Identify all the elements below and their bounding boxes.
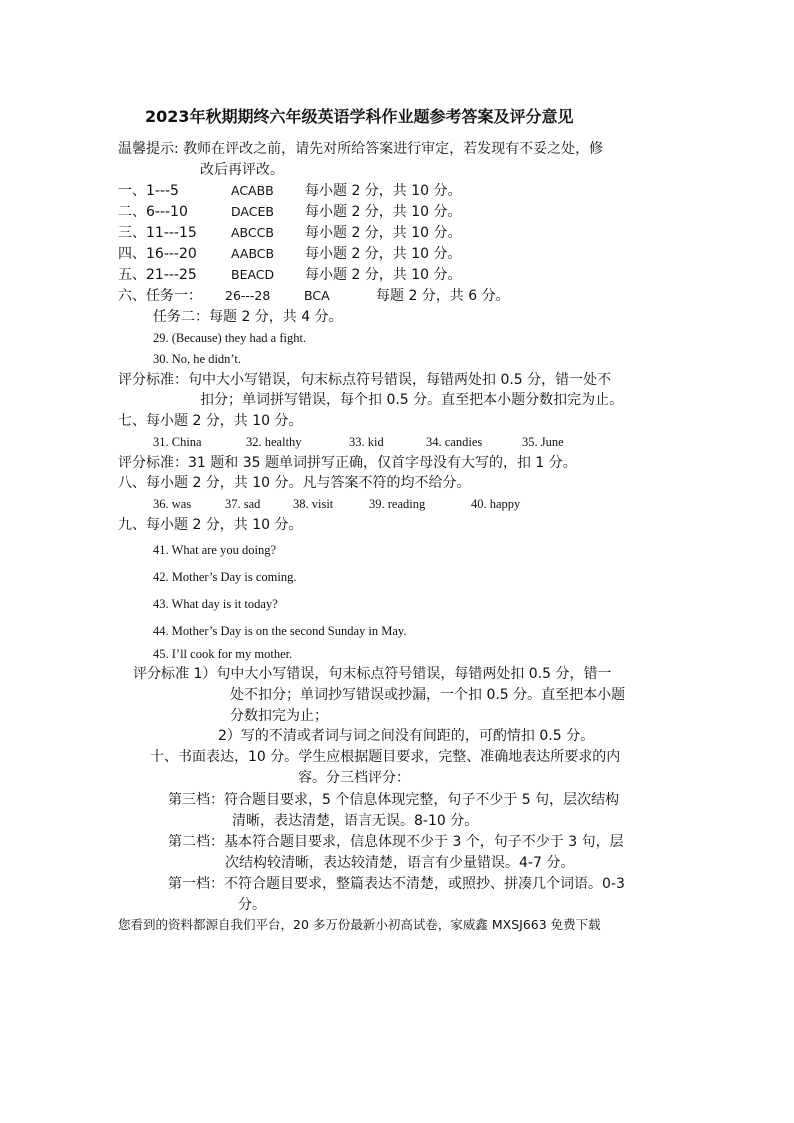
criteria-line: 处不扣分；单词抄写错误或抄漏，一个扣 0.5 分。直至把本小题 [230,687,626,703]
criteria-line: 分数扣完为止； [230,708,328,724]
task1-label: 六、任务一： [118,288,202,304]
answer-41: 41. What are you doing? [153,543,276,557]
section-eight-head: 八、每小题 2 分，共 10 分。凡与答案不符的均不给分。 [118,475,471,491]
section-ten-line-1: 十、书面表达，10 分。学生应根据题目要求，完整、准确地表达所要求的内 [150,749,621,765]
tier-three-line-1: 第三档：符合题目要求，5 个信息体现完整，句子不少于 5 句，层次结构 [168,792,620,808]
criteria-line: 评分标准：句中大小写错误，句末标点符号错误，每错两处扣 0.5 分，错一处不 [118,372,612,388]
answer-42: 42. Mother’s Day is coming. [153,570,297,584]
tier-three-line-2: 清晰，表达清楚，语言无误。8-10 分。 [232,813,479,829]
section-answer: BEACD [231,267,275,282]
section-seven-head: 七、每小题 2 分，共 10 分。 [118,413,303,429]
answer-item: 32. healthy [246,435,302,449]
section-answer: ABCCB [231,225,274,240]
section-nine-head: 九、每小题 2 分，共 10 分。 [118,517,303,533]
task1-score: 每题 2 分，共 6 分。 [376,288,510,304]
document-title: 2023年秋期期终六年级英语学科作业题参考答案及评分意见 [145,107,574,126]
answer-item: 31. China [153,435,202,449]
answer-44: 44. Mother’s Day is on the second Sunday in May. [153,624,407,638]
answer-45: 45. I’ll cook for my mother. [153,647,293,661]
section-label: 三、11---15 [118,225,197,241]
task1-answer: BCA [304,288,330,303]
tip-line-2: 改后再评改。 [200,162,284,178]
section-score: 每小题 2 分，共 10 分。 [305,267,462,283]
answer-43: 43. What day is it today? [153,597,278,611]
section-answer: AABCB [231,246,275,261]
answer-item: 39. reading [369,497,426,511]
tier-two-line-1: 第二档：基本符合题目要求，信息体现不少于 3 个，句子不少于 3 句，层 [168,834,624,850]
answer-29: 29. (Because) they had a fight. [153,331,307,345]
criteria-line: 评分标准：31 题和 35 题单词拼写正确，仅首字母没有大写的，扣 1 分。 [118,455,577,471]
section-label: 四、16---20 [118,246,197,262]
criteria-line: 评分标准 1）句中大小写错误，句末标点符号错误，每错两处扣 0.5 分，错一 [133,666,612,682]
tier-two-line-2: 次结构较清晰，表达较清楚，语言有少量错误。4-7 分。 [225,855,575,871]
answer-item: 40. happy [471,497,521,511]
answer-30: 30. No, he didn’t. [153,352,241,366]
tier-one-line-2: 分。 [238,897,266,913]
tier-one-line-1: 第一档：不符合题目要求，整篇表达不清楚，或照抄、拼凑几个词语。0-3 [168,876,625,892]
section-score: 每小题 2 分，共 10 分。 [305,225,462,241]
answer-item: 35. June [522,435,564,449]
footer-note: 您看到的资料都源自我们平台，20 多万份最新小初高试卷，家威鑫 MXSJ663 免费下载 [118,917,601,932]
section-label: 二、6---10 [118,204,188,220]
section-score: 每小题 2 分，共 10 分。 [305,183,462,199]
section-ten-line-2: 容。分三档评分： [298,770,410,786]
task1-range: 26---28 [225,288,271,303]
answer-item: 36. was [153,497,192,511]
task2-line: 任务二：每题 2 分，共 4 分。 [153,309,343,325]
answer-item: 38. visit [293,497,334,511]
section-answer: ACABB [231,183,274,198]
criteria-line: 扣分；单词拼写错误，每个扣 0.5 分。直至把本小题分数扣完为止。 [200,392,624,408]
answer-item: 34. candies [426,435,483,449]
answer-item: 33. kid [349,435,384,449]
section-label: 五、21---25 [118,267,197,283]
section-label: 一、1---5 [118,183,179,199]
section-answer: DACEB [231,204,274,219]
answer-item: 37. sad [225,497,261,511]
criteria-line: 2）写的不清或者词与词之间没有间距的，可酌情扣 0.5 分。 [218,728,595,744]
section-score: 每小题 2 分，共 10 分。 [305,204,462,220]
tip-line-1: 温馨提示: 教师在评改之前，请先对所给答案进行审定，若发现有不妥之处，修 [118,141,604,157]
section-score: 每小题 2 分，共 10 分。 [305,246,462,262]
